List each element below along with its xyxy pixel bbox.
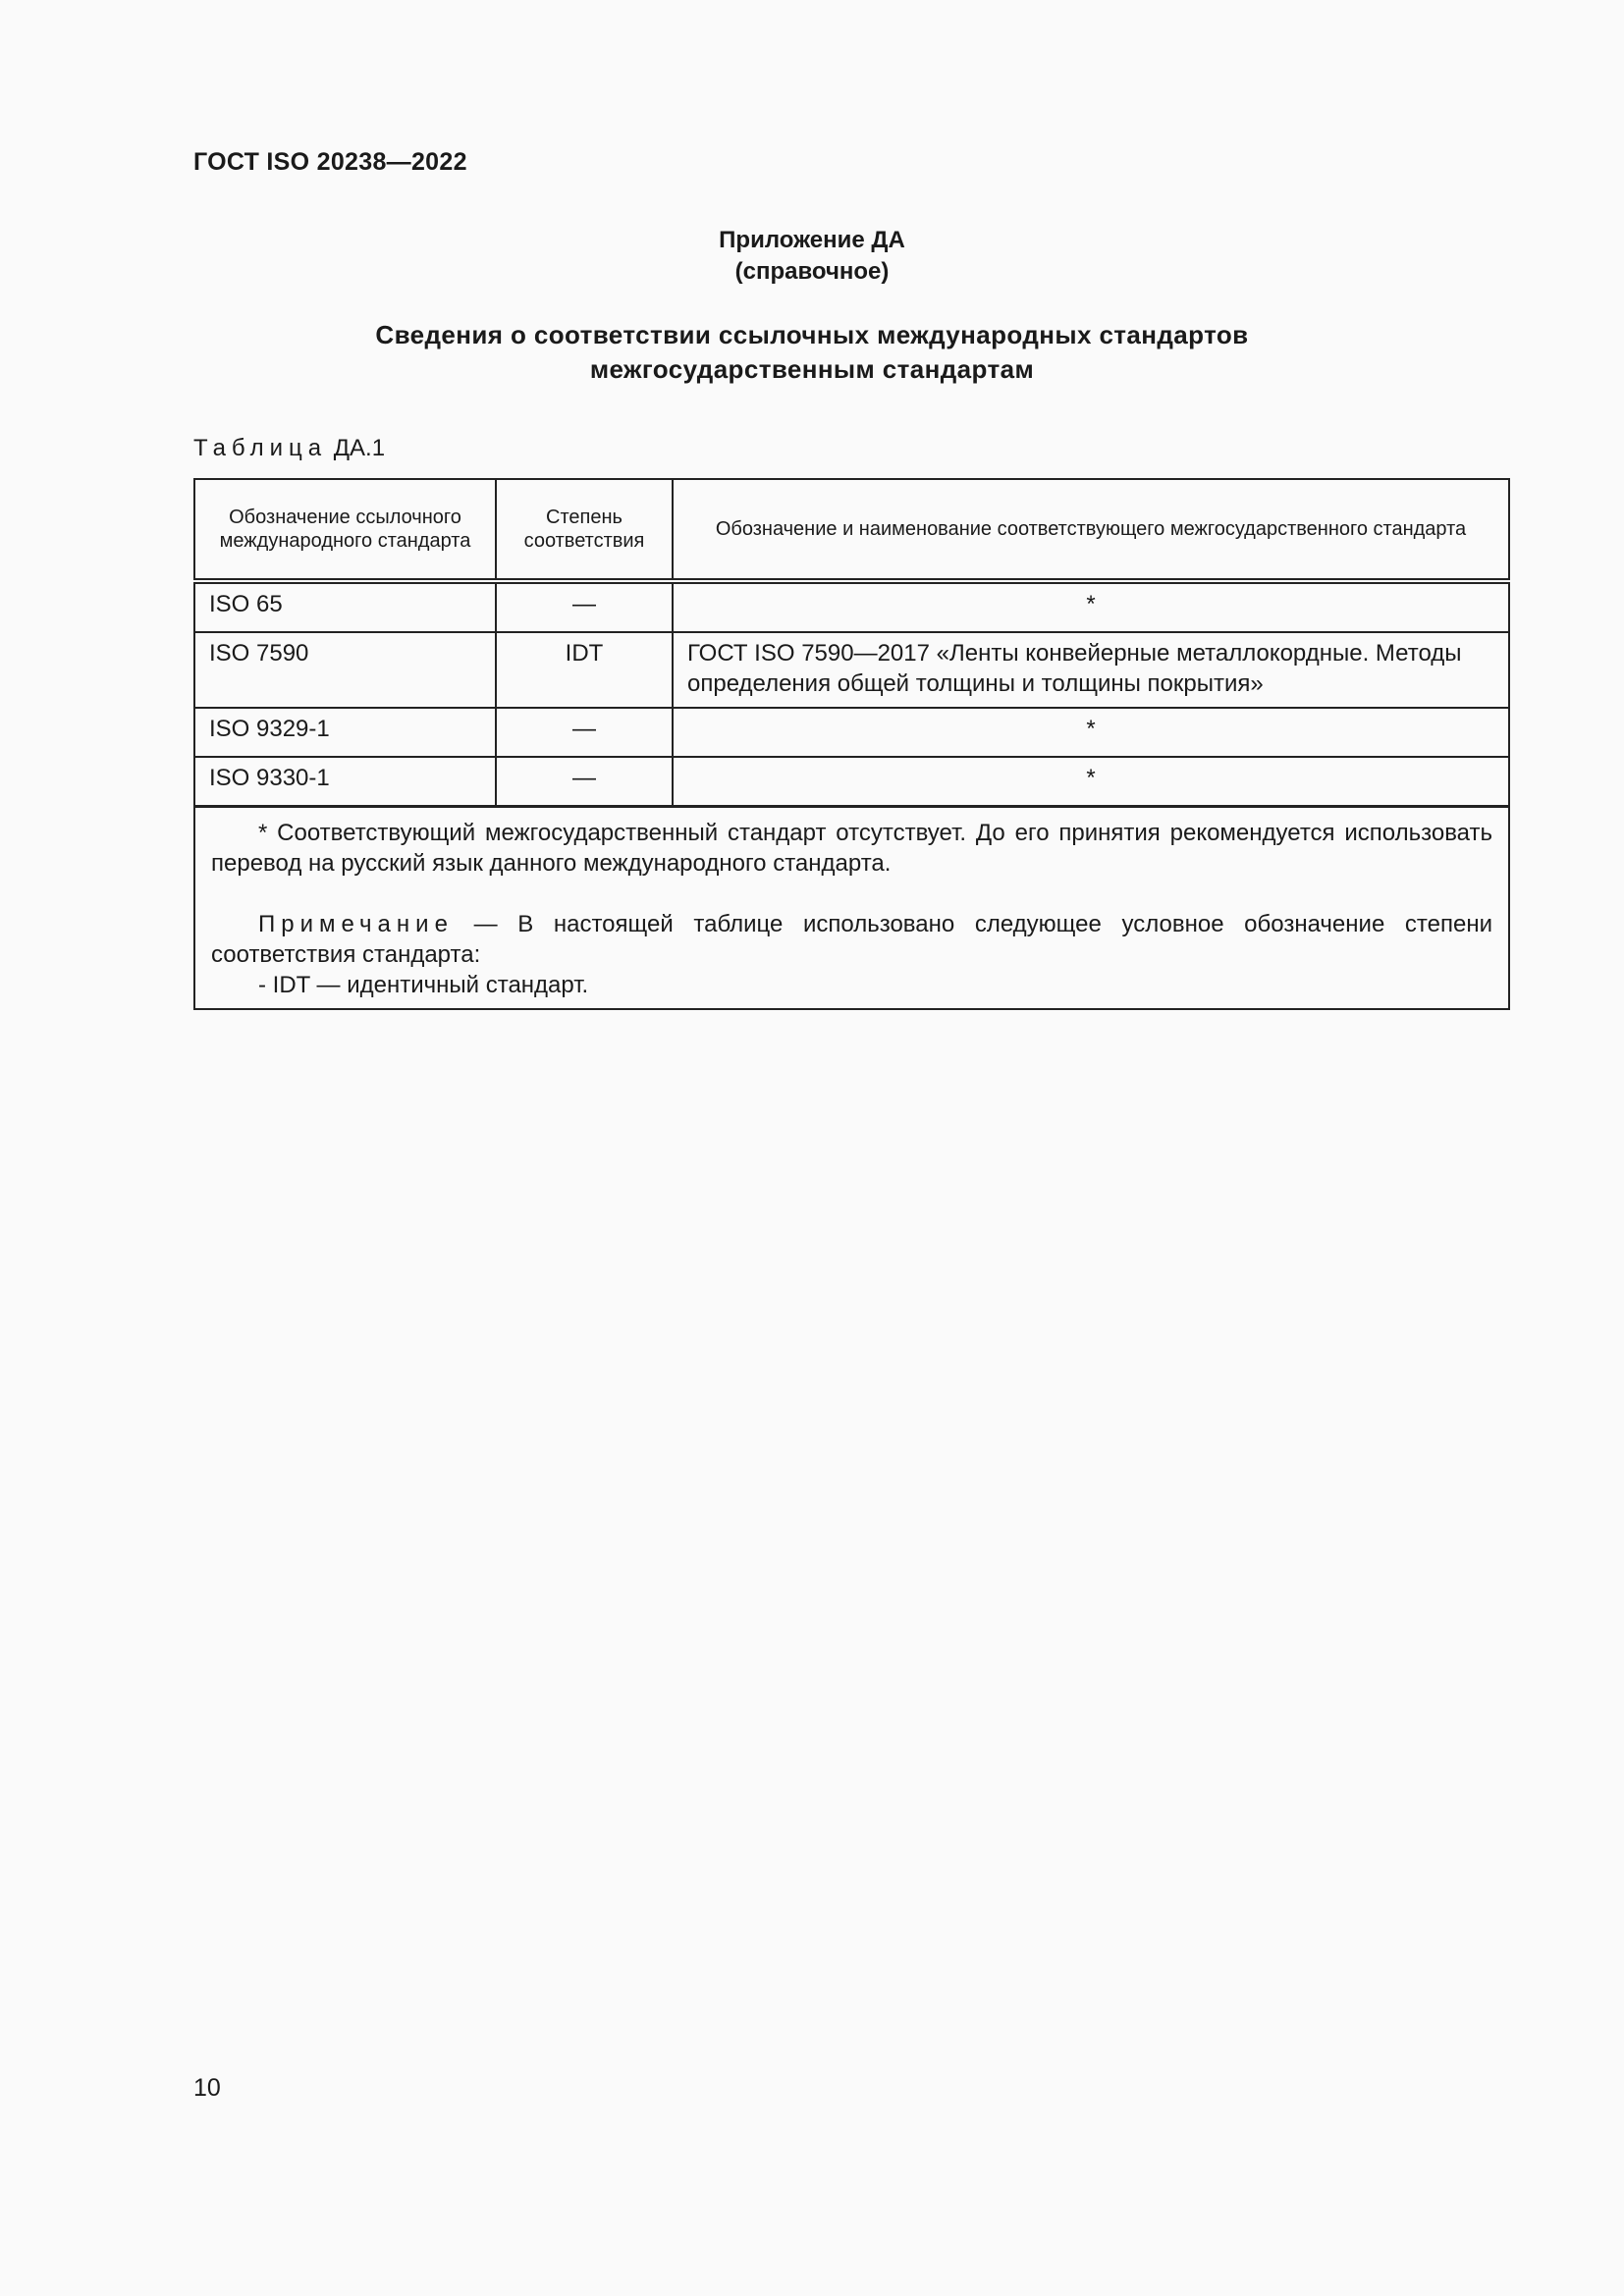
appendix-subtitle: (справочное) xyxy=(734,258,890,285)
page-number: 10 xyxy=(193,2074,221,2102)
table-footnote: * Соответствующий межгосударственный стандарт отсутствует. До его принятия рекомендуется использовать перевод на русский язык данного международного стандарта. xyxy=(211,820,1492,877)
cell-interstate-standard: * xyxy=(673,757,1509,807)
cell-degree: IDT xyxy=(496,632,673,708)
column-header-reference: Обозначение ссылочного международного стандарта xyxy=(194,479,496,581)
cell-degree: — xyxy=(496,757,673,807)
section-title xyxy=(0,318,1624,387)
column-header-degree: Степень соответствия xyxy=(496,479,673,581)
table-footer-row xyxy=(194,807,1509,1010)
cell-reference: ISO 9330-1 xyxy=(194,757,496,807)
cell-degree: — xyxy=(496,708,673,757)
table-label-word: Таблица xyxy=(193,435,328,461)
cell-reference: ISO 7590 xyxy=(194,632,496,708)
note-text: — В настоящей таблице использовано следующее условное обозначение степени соответствия стандарта: xyxy=(211,911,1492,968)
note-label: Примечание xyxy=(258,911,454,937)
appendix-heading xyxy=(0,225,1624,288)
table-header-row xyxy=(194,479,1509,581)
section-title-line-2: межгосударственным стандартам xyxy=(589,354,1035,384)
cell-reference: ISO 9329-1 xyxy=(194,708,496,757)
document-code: ГОСТ ISO 20238—2022 xyxy=(193,148,467,176)
table-label-number: ДА.1 xyxy=(333,435,386,461)
note-list-item: - IDT — идентичный стандарт. xyxy=(258,972,589,998)
column-header-interstate-standard: Обозначение и наименование соответствующего межгосударственного стандарта xyxy=(673,479,1509,581)
cell-interstate-standard: * xyxy=(673,708,1509,757)
correspondence-table xyxy=(193,478,1510,1010)
appendix-title: Приложение ДА xyxy=(719,227,905,253)
table-note xyxy=(211,909,1492,970)
table-label xyxy=(193,435,385,462)
cell-interstate-standard: ГОСТ ISO 7590—2017 «Ленты конвейерные металлокордные. Методы определения общей толщины и толщины покрытия» xyxy=(673,632,1509,708)
section-title-line-1: Сведения о соответствии ссылочных международных стандартов xyxy=(375,320,1249,349)
table-footer-cell xyxy=(194,807,1509,1010)
cell-degree: — xyxy=(496,581,673,632)
table-row xyxy=(194,632,1509,708)
cell-reference: ISO 65 xyxy=(194,581,496,632)
table-row xyxy=(194,757,1509,807)
cell-interstate-standard: * xyxy=(673,581,1509,632)
table-row xyxy=(194,708,1509,757)
table-row xyxy=(194,581,1509,632)
